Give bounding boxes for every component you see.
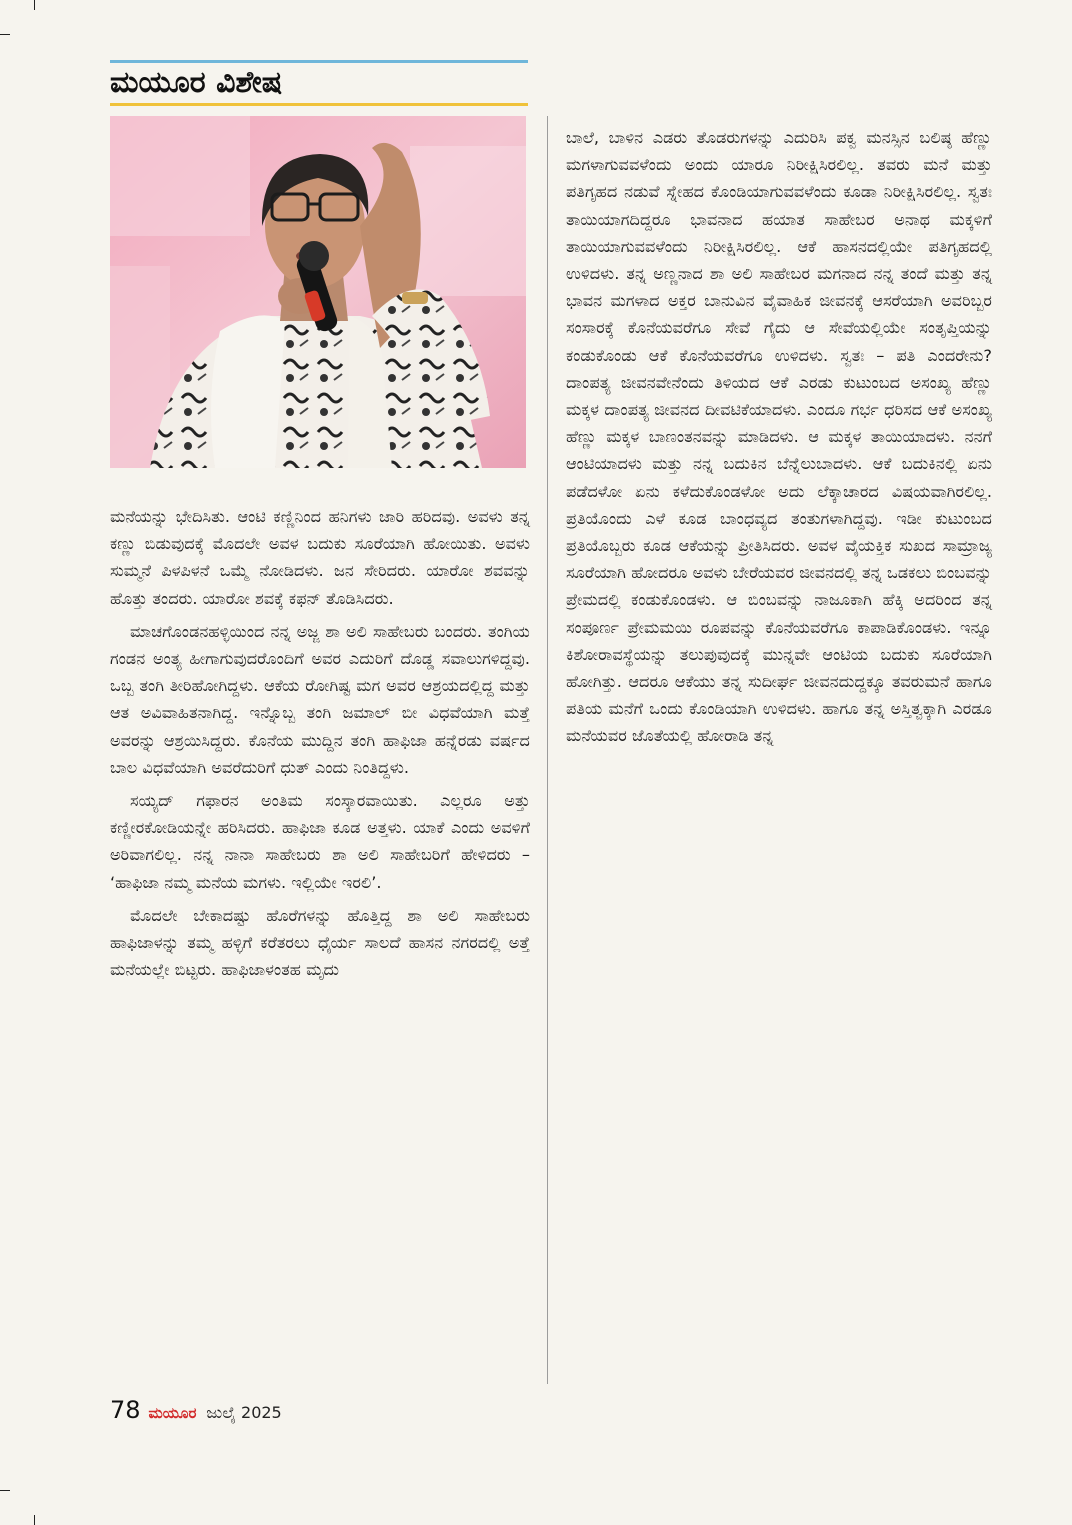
header-rule-bottom: [110, 103, 528, 106]
issue-date: ಜುಲೈ 2025: [206, 1403, 282, 1422]
paragraph: ಮಾಚಗೊಂಡನಹಳ್ಳಿಯಿಂದ ನನ್ನ ಅಜ್ಜ ಶಾ ಅಲಿ ಸಾಹೇಬರು ಬಂದರು. ತಂಗಿಯ ಗಂಡನ ಅಂತ್ಯ ಹೀಗಾಗುವುದರೊಂದಿಗೆ ಅವರ ಎದುರಿಗೆ ದೊಡ್ಡ ಸವಾಲುಗಳಿದ್ದವು. ಒಬ್ಬ ತಂಗಿ ತೀರಿಹೋಗಿದ್ದಳು. ಆಕೆಯ ರೋಗಿಷ್ಟ ಮಗ ಅವರ ಆಶ್ರಯದಲ್ಲಿದ್ದ ಮತ್ತು ಆತ ಅವಿವಾಹಿತನಾಗಿದ್ದ. ಇನ್ನೊಬ್ಬ ತಂಗಿ ಜಮಾಲ್ ಬೀ ವಿಧವೆಯಾಗಿ ಮತ್ತೆ ಅವರನ್ನು ಆಶ್ರಯಿಸಿದ್ದರು. ಕೊನೆಯ ಮುದ್ದಿನ ತಂಗಿ ಹಾಫಿಜಾ ಹನ್ನೆರಡು ವರ್ಷದ ಬಾಲ ವಿಧವೆಯಾಗಿ ಅವರೆದುರಿಗೆ ಧುತ್ ಎಂದು ನಿಂತಿದ್ದಳು.: [110, 621, 530, 777]
header-rule-top: [110, 60, 528, 63]
crop-mark: [0, 34, 10, 35]
crop-mark: [0, 1490, 10, 1491]
column-divider: [547, 116, 548, 1384]
section-title: ಮಯೂರ ವಿಶೇಷ: [110, 65, 283, 100]
article-photo: [110, 116, 526, 468]
page-number: 78: [110, 1396, 141, 1424]
crop-mark: [34, 1515, 35, 1525]
magazine-logo: ಮಯೂರ: [148, 1404, 197, 1422]
paragraph: ಸಯ್ಯದ್ ಗಫಾರನ ಅಂತಿಮ ಸಂಸ್ಕಾರವಾಯಿತು. ಎಲ್ಲರೂ ಅತ್ತು ಕಣ್ಣೀರಕೋಡಿಯನ್ನೇ ಹರಿಸಿದರು. ಹಾಫಿಜಾ ಕೂಡ ಅತ್ತಳು. ಯಾಕೆ ಎಂದು ಅವಳಿಗೆ ಅರಿವಾಗಲಿಲ್ಲ. ನನ್ನ ನಾನಾ ಸಾಹೇಬರು ಶಾ ಅಲಿ ಸಾಹೇಬರಿಗೆ ಹೇಳಿದರು – ‘ಹಾಫಿಜಾ ನಮ್ಮ ಮನೆಯ ಮಗಳು. ಇಲ್ಲಿಯೇ ಇರಲಿ’.: [110, 791, 530, 892]
crop-mark: [34, 0, 35, 10]
article-column-right: [566, 124, 992, 756]
paragraph: ಮೊದಲೇ ಬೇಕಾದಷ್ಟು ಹೊರೆಗಳನ್ನು ಹೊತ್ತಿದ್ದ ಶಾ ಅಲಿ ಸಾಹೇಬರು ಹಾಫಿಜಾಳನ್ನು ತಮ್ಮ ಹಳ್ಳಿಗೆ ಕರೆತರಲು ಧೈರ್ಯ ಸಾಲದೆ ಹಾಸನ ನಗರದಲ್ಲಿ ಅತ್ತೆ ಮನೆಯಲ್ಲೇ ಬಿಟ್ಟರು. ಹಾಫಿಜಾಳಂತಹ ಮೃದು: [110, 905, 530, 980]
paragraph: ಬಾಲೆ, ಬಾಳಿನ ಎಡರು ತೊಡರುಗಳನ್ನು ಎದುರಿಸಿ ಪಕ್ವ ಮನಸ್ಸಿನ ಬಲಿಷ್ಠ ಹೆಣ್ಣು ಮಗಳಾಗುವವಳೆಂದು ಅಂದು ಯಾರೂ ನಿರೀಕ್ಷಿಸಿರಲಿಲ್ಲ. ತವರು ಮನೆ ಮತ್ತು ಪತಿಗೃಹದ ನಡುವೆ ಸ್ನೇಹದ ಕೊಂಡಿಯಾಗುವವಳೆಂದು ಕೂಡಾ ನಿರೀಕ್ಷಿಸಿರಲಿಲ್ಲ. ಸ್ವತಃ ತಾಯಿಯಾಗದಿದ್ದರೂ ಭಾವನಾದ ಹಯಾತ ಸಾಹೇಬರ ಅನಾಥ ಮಕ್ಕಳಿಗೆ ತಾಯಿಯಾಗುವವಳೆಂದು ನಿರೀಕ್ಷಿಸಿರಲಿಲ್ಲ. ಆಕೆ ಹಾಸನದಲ್ಲಿಯೇ ಪತಿಗೃಹದಲ್ಲಿ ಉಳಿದಳು. ತನ್ನ ಅಣ್ಣನಾದ ಶಾ ಅಲಿ ಸಾಹೇಬರ ಮಗನಾದ ನನ್ನ ತಂದೆ ಮತ್ತು ತನ್ನ ಭಾವನ ಮಗಳಾದ ಅಕ್ತರ ಬಾನುವಿನ ವೈವಾಹಿಕ ಜೀವನಕ್ಕೆ ಆಸರೆಯಾಗಿ ಅವರಿಬ್ಬರ ಸಂಸಾರಕ್ಕೆ ಕೊನೆಯವರೆಗೂ ಸೇವೆ ಗೈದು ಆ ಸೇವೆಯಲ್ಲಿಯೇ ಸಂತೃಪ್ತಿಯನ್ನು ಕಂಡುಕೊಂಡು ಆಕೆ ಕೊನೆಯವರೆಗೂ ಉಳಿದಳು. ಸ್ವತಃ – ಪತಿ ಎಂದರೇನು? ದಾಂಪತ್ಯ ಜೀವನವೇನೆಂದು ತಿಳಿಯದ ಆಕೆ ಎರಡು ಕುಟುಂಬದ ಅಸಂಖ್ಯ ಹೆಣ್ಣು ಮಕ್ಕಳ ದಾಂಪತ್ಯ ಜೀವನದ ದೀವಟಿಕೆಯಾದಳು. ಎಂದೂ ಗರ್ಭ ಧರಿಸದ ಆಕೆ ಅಸಂಖ್ಯ ಹೆಣ್ಣು ಮಕ್ಕಳ ಬಾಣಂತನವನ್ನು ಮಾಡಿದಳು. ಆ ಮಕ್ಕಳ ತಾಯಿಯಾದಳು. ನನಗೆ ಆಂಟಿಯಾದಳು ಮತ್ತು ನನ್ನ ಬದುಕಿನ ಬೆನ್ನೆಲುಬಾದಳು. ಆಕೆ ಬದುಕಿನಲ್ಲಿ ಏನು ಪಡೆದಳೋ ಏನು ಕಳೆದುಕೊಂಡಳೋ ಅದು ಲೆಕ್ಕಾಚಾರದ ವಿಷಯವಾಗಿರಲಿಲ್ಲ. ಪ್ರತಿಯೊಂದು ಎಳೆ ಕೂಡ ಬಾಂಧವ್ಯದ ತಂತುಗಳಾಗಿದ್ದವು. ಇಡೀ ಕುಟುಂಬದ ಪ್ರತಿಯೊಬ್ಬರು ಕೂಡ ಆಕೆಯನ್ನು ಪ್ರೀತಿಸಿದರು. ಅವಳ ವೈಯಕ್ತಿಕ ಸುಖದ ಸಾಮ್ರಾಜ್ಯ ಸೂರೆಯಾಗಿ ಹೋದರೂ ಅವಳು ಬೇರೆಯವರ ಜೀವನದಲ್ಲಿ ತನ್ನ ಒಡಕಲು ಬಿಂಬವನ್ನು ಪ್ರೇಮದಲ್ಲಿ ಕಂಡುಕೊಂಡಳು. ಆ ಬಿಂಬವನ್ನು ನಾಜೂಕಾಗಿ ಹೆಕ್ಕಿ ಅದರಿಂದ ತನ್ನ ಸಂಪೂರ್ಣ ಪ್ರೇಮಮಯಿ ರೂಪವನ್ನು ಕೊನೆಯವರೆಗೂ ಕಾಪಾಡಿಕೊಂಡಳು. ಇನ್ನೂ ಕಿಶೋರಾವಸ್ಥೆಯನ್ನು ತಲುಪುವುದಕ್ಕೆ ಮುನ್ನವೇ ಆಂಟಿಯ ಬದುಕು ಸೂರೆಯಾಗಿ ಹೋಗಿತ್ತು. ಆದರೂ ಆಕೆಯು ತನ್ನ ಸುದೀರ್ಘ ಜೀವನದುದ್ದಕ್ಕೂ ತವರುಮನೆ ಹಾಗೂ ಪತಿಯ ಮನೆಗೆ ಒಂದು ಕೊಂಡಿಯಾಗಿ ಉಳಿದಳು. ಹಾಗೂ ತನ್ನ ಅಸ್ತಿತ್ವಕ್ಕಾಗಿ ಎರಡೂ ಮನೆಯವರ ಜೊತೆಯಲ್ಲಿ ಹೋರಾಡಿ ತನ್ನ: [566, 128, 993, 746]
article-column-left: [110, 503, 530, 989]
paragraph: ಮನೆಯನ್ನು ಭೇದಿಸಿತು. ಆಂಟಿ ಕಣ್ಣಿನಿಂದ ಹನಿಗಳು ಜಾರಿ ಹರಿದವು. ಅವಳು ತನ್ನ ಕಣ್ಣು ಬಿಡುವುದಕ್ಕೆ ಮೊದಲೇ ಅವಳ ಬದುಕು ಸೂರೆಯಾಗಿ ಹೋಯಿತು. ಅವಳು ಸುಮ್ಮನೆ ಪಿಳಪಿಳನೆ ಒಮ್ಮೆ ನೋಡಿದಳು. ಜನ ಸೇರಿದರು. ಯಾರೋ ಶವವನ್ನು ಹೊತ್ತು ತಂದರು. ಯಾರೋ ಶವಕ್ಕೆ ಕಫನ್ ತೊಡಿಸಿದರು.: [110, 507, 530, 608]
page-footer: [110, 1396, 282, 1428]
